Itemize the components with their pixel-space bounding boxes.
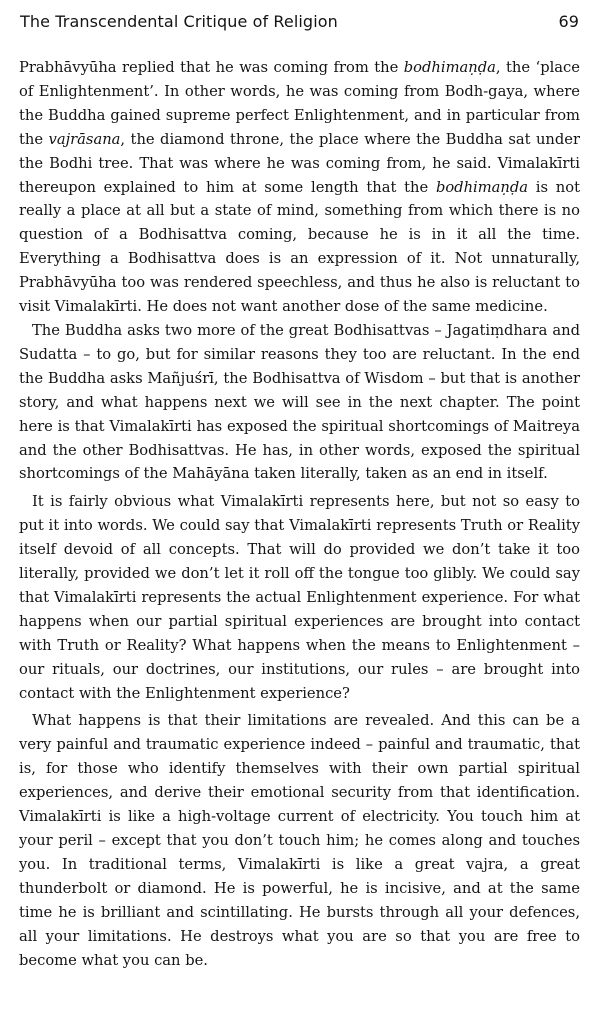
running-head-title: The Transcendental Critique of Religion — [20, 12, 338, 31]
running-header — [20, 12, 579, 36]
body-text — [19, 56, 580, 972]
text-run: , the diamond throne, the place where the Buddha sat under the Bodhi tree. That was where he was coming from, he said. Vimalakīrti thereupon explained to him at some length that the — [19, 130, 580, 196]
text-run: The Buddha asks two more of the great Bodhisattvas – Jagatiṃdhara and Sudatta – to go, but for similar reasons they too are reluctant. In the end the Buddha asks Mañjuśrī, the Bodhisattva of Wisdom – but that is another story, and what happens next we will see in the next chapter. The point here is that Vimalakīrti has exposed the spiritual shortcomings of Maitreya and the other Bodhisattvas. He has, in other words, exposed the spiritual shortcomings of the Mahāyāna taken literally, taken as an end in itself. — [19, 321, 580, 483]
text-run: It is fairly obvious what Vimalakīrti represents here, but not so easy to put it into words. We could say that Vimalakīrti represents Truth or Reality itself devoid of all concepts. That will do provided we don’t take it too literally, provided we don’t let it roll off the tongue too glibly. We could say that Vimalakīrti represents the actual Enlightenment experience. For what happens when our partial spiritual experiences are brought into contact with Truth or Reality? What happens when the means to Enlightenment – our rituals, our doctrines, our institutions, our rules – are brought into contact with the Enlightenment experience? — [19, 493, 580, 702]
page-number: 69 — [558, 12, 579, 31]
text-run: Prabhāvyūha replied that he was coming from the — [19, 59, 404, 76]
text-run: , the ‘place of Enlightenment’. In other words, he was coming from Bodh-gaya, where the Buddha gained supreme perfect Enlightenment, and in particular from the — [19, 59, 580, 148]
paragraph — [19, 56, 580, 319]
text-run: is not really a place at all but a state of mind, something from which there is no question of a Bodhisattva coming, because he is in it all the time. Everything a Bodhisattva does is an expression of it. Not unnaturally, Prabhāvyūha too was rendered speechless, and thus he also is reluctant to visit Vimalakīrti. He does not want another dose of the same medicine. — [19, 178, 580, 316]
paragraph — [19, 490, 580, 705]
italic-term: bodhimaṇḍa — [403, 59, 496, 76]
italic-term: bodhimaṇḍa — [435, 178, 529, 196]
text-run: What happens is that their limitations are revealed. And this can be a very painful and traumatic experience indeed – painful and traumatic, that is, for those who identify themselves with their own partial spiritual experiences, and derive their emotional security from that identification. Vimalakīrti is like a high-voltage current of electricity. You touch him at your peril – except that you don’t touch him; he comes along and touches you. In traditional terms, Vimalakīrti is like a great vajra, a great thunderbolt or diamond. He is powerful, he is incisive, and at the same time he is brilliant and scintillating. He bursts through all your defences, all your limitations. He destroys what you are so that you are free to become what you can be. — [19, 712, 580, 969]
italic-term: vajrāsana — [48, 130, 121, 148]
paragraph — [19, 319, 580, 486]
paragraph — [19, 709, 580, 972]
